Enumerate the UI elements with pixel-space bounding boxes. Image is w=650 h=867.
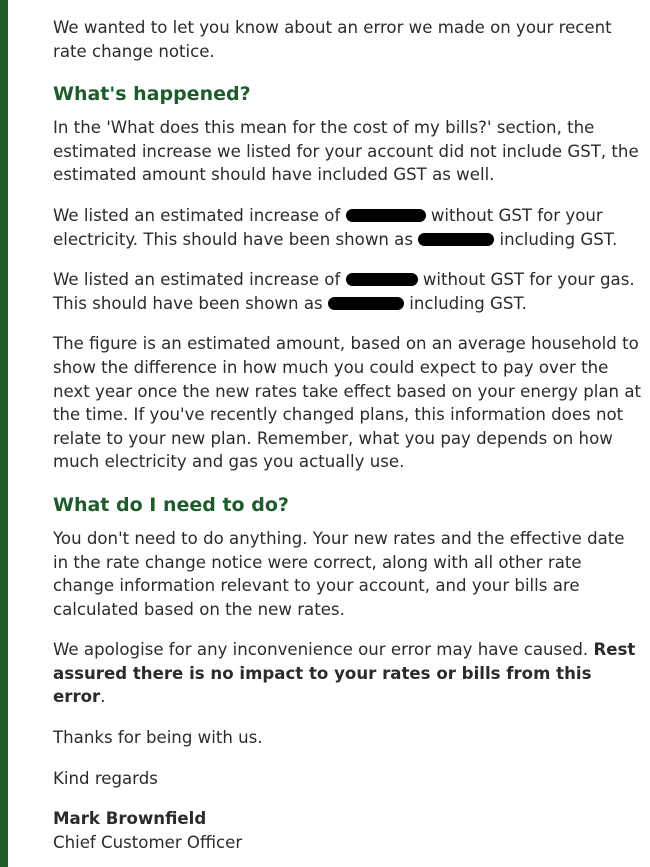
electricity-text-c: including GST. bbox=[494, 229, 618, 249]
reassurance-text: Rest assured there is no impact to your rates or bills from this error bbox=[53, 640, 636, 707]
gst-explanation-paragraph: In the 'What does this mean for the cost of my bills?' section, the estimated increase we listed for your account did not include GST, the estimated amount should have included GST as well. bbox=[53, 118, 639, 185]
email-body bbox=[53, 16, 643, 854]
estimate-explanation-paragraph: The figure is an estimated amount, based on an average household to show the difference in how much you could expect to pay over the next year once the new rates take effect based on your energy plan at the time. If you've recently changed plans, this information does not relate to your new plan. Remember, what you pay depends on how much electricity and gas you actually use. bbox=[53, 334, 642, 472]
apology-paragraph bbox=[53, 638, 643, 709]
redacted-amount bbox=[346, 273, 418, 286]
left-accent-bar bbox=[0, 0, 8, 867]
redacted-amount bbox=[328, 297, 404, 310]
apology-text: We apologise for any inconvenience our error may have caused. bbox=[53, 640, 589, 660]
no-action-paragraph: You don't need to do anything. Your new rates and the effective date in the rate change notice were correct, along with all other rate change information relevant to your account, and your bills are calculated based on the new rates. bbox=[53, 528, 625, 619]
electricity-text-b: without GST for your electricity. This should have been shown as bbox=[53, 205, 603, 249]
regards-line: Kind regards bbox=[53, 768, 158, 788]
signature-name: Mark Brownfield bbox=[53, 809, 207, 829]
gas-text-b: without GST for your gas. This should have been shown as bbox=[53, 270, 635, 313]
gas-text-a: We listed an estimated increase of bbox=[53, 270, 346, 290]
gas-text-c: including GST. bbox=[403, 293, 527, 313]
heading-whats-happened: What's happened? bbox=[53, 83, 251, 106]
redacted-amount bbox=[418, 233, 494, 246]
gas-increase-paragraph bbox=[53, 268, 643, 315]
reassurance-period: . bbox=[100, 687, 106, 707]
electricity-increase-paragraph bbox=[53, 204, 643, 251]
signature-title: Chief Customer Officer bbox=[53, 832, 243, 852]
heading-what-do-i-need-to-do: What do I need to do? bbox=[53, 493, 289, 516]
redacted-amount bbox=[346, 209, 426, 222]
intro-paragraph: We wanted to let you know about an error we made on your recent rate change notice. bbox=[53, 18, 612, 61]
electricity-text-a: We listed an estimated increase of bbox=[53, 205, 346, 225]
thanks-line: Thanks for being with us. bbox=[53, 728, 263, 748]
